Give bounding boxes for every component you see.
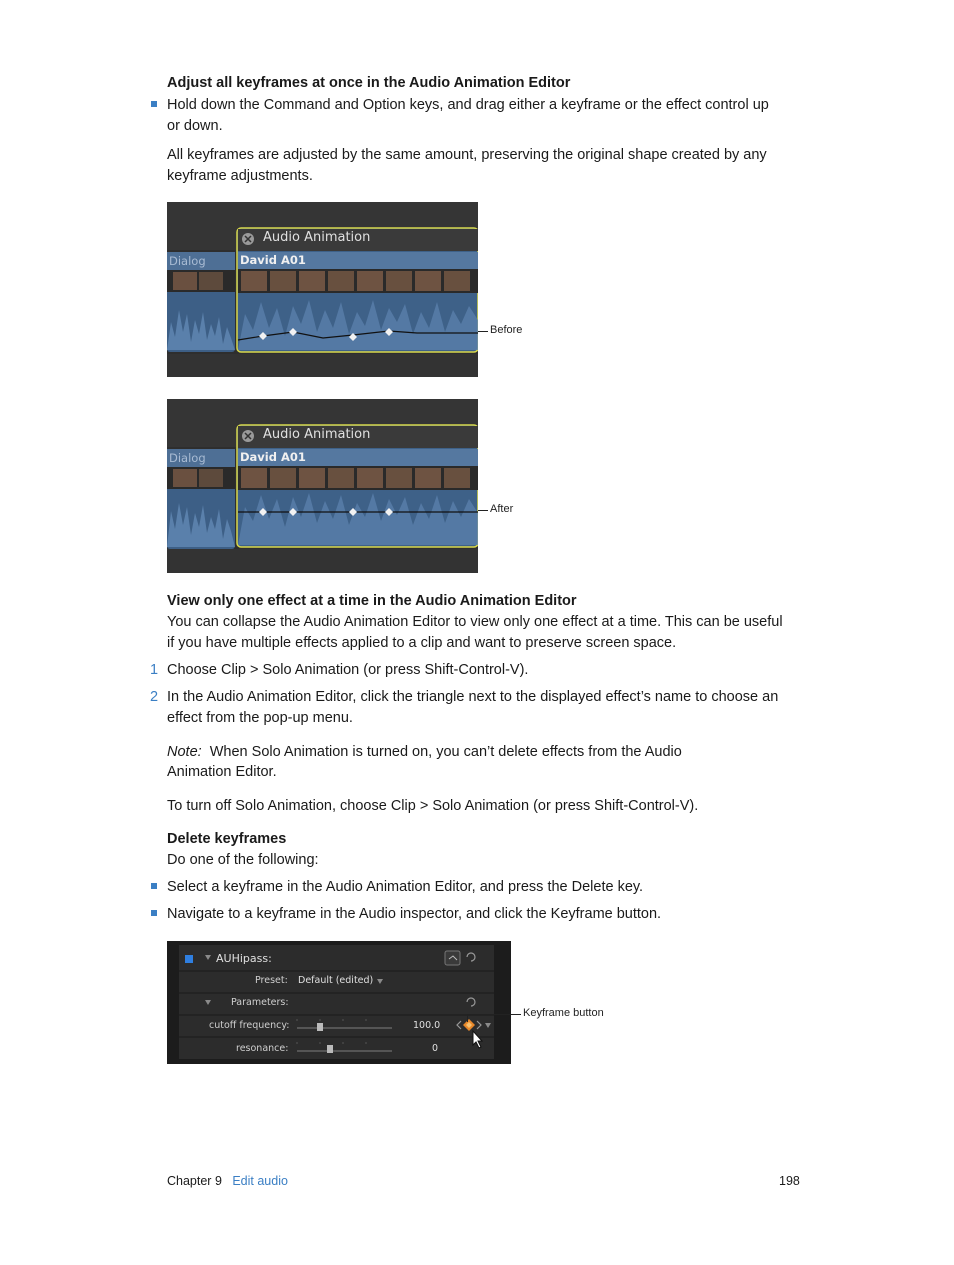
paragraph-turn-off-solo: To turn off Solo Animation, choose Clip > Solo Animation (or press Shift-Control-V). <box>167 798 699 814</box>
audio-animation-screenshot-before <box>167 202 478 377</box>
timeline-graphic <box>167 399 478 573</box>
paragraph-line: if you have multiple effects applied to a clip and want to preserve screen space. <box>167 635 677 651</box>
bullet-text: Select a keyframe in the Audio Animation Editor, and press the Delete key. <box>167 879 644 895</box>
effect-name-label: AUHipass: <box>216 952 272 965</box>
step-number: 2 <box>150 689 159 705</box>
clip-name-label: David A01 <box>240 450 306 464</box>
bullet-marker <box>151 101 157 107</box>
callout-line-keyframe <box>467 1014 521 1015</box>
section-heading-adjust-keyframes: Adjust all keyframes at once in the Audio Animation Editor <box>167 75 571 91</box>
paragraph-line: You can collapse the Audio Animation Editor to view only one effect at a time. This can be useful <box>167 614 783 630</box>
dialog-clip-label: Dialog <box>169 451 206 465</box>
chapter-number: Chapter 9 <box>167 1174 222 1188</box>
section-heading-delete-keyframes: Delete keyframes <box>167 831 287 847</box>
resonance-value[interactable]: 0 <box>432 1043 439 1054</box>
cutoff-frequency-value[interactable]: 100.0 <box>413 1020 441 1031</box>
section-heading-solo-animation: View only one effect at a time in the Audio Animation Editor <box>167 593 577 609</box>
paragraph-intro: Do one of the following: <box>167 852 319 868</box>
bullet-marker <box>151 883 157 889</box>
bullet-marker <box>151 910 157 916</box>
step-text: Choose Clip > Solo Animation (or press Shift-Control-V). <box>167 662 529 678</box>
paragraph-line: keyframe adjustments. <box>167 168 313 184</box>
callout-line-vertical <box>467 1014 468 1022</box>
preset-label: Preset: <box>255 975 288 986</box>
timeline-graphic <box>167 202 478 377</box>
audio-inspector-screenshot <box>167 941 511 1064</box>
cutoff-frequency-label: cutoff frequency: <box>209 1020 290 1031</box>
bullet-text-cont: or down. <box>167 118 223 134</box>
step-text-cont: effect from the pop-up menu. <box>167 710 353 726</box>
paragraph-line: All keyframes are adjusted by the same amount, preserving the original shape created by any <box>167 147 767 163</box>
footer-chapter <box>167 1174 288 1188</box>
callout-line-after <box>478 510 488 511</box>
page-number: 198 <box>779 1174 800 1188</box>
preset-popup[interactable]: Default (edited) <box>298 975 374 986</box>
bullet-text: Navigate to a keyframe in the Audio inspector, and click the Keyframe button. <box>167 906 662 922</box>
audio-animation-screenshot-after <box>167 399 478 573</box>
step-text: In the Audio Animation Editor, click the triangle next to the displayed effect’s name to choose an <box>167 689 779 705</box>
note-label: Note: <box>167 744 202 760</box>
callout-keyframe-button: Keyframe button <box>523 1007 604 1019</box>
note-text: When Solo Animation is turned on, you can’t delete effects from the Audio <box>209 744 682 760</box>
callout-after: After <box>490 503 514 515</box>
step-number: 1 <box>150 662 159 678</box>
audio-animation-header-label: Audio Animation <box>263 427 371 442</box>
audio-animation-header-label: Audio Animation <box>263 230 371 245</box>
resonance-label: resonance: <box>236 1043 289 1054</box>
note <box>167 742 682 763</box>
bullet-text: Hold down the Command and Option keys, and drag either a keyframe or the effect control up <box>167 97 769 113</box>
note-text-cont: Animation Editor. <box>167 764 277 780</box>
dialog-clip-label: Dialog <box>169 254 206 268</box>
callout-line-before <box>478 331 488 332</box>
callout-before: Before <box>490 324 523 336</box>
parameters-label: Parameters: <box>231 997 289 1008</box>
chapter-title-link[interactable]: Edit audio <box>232 1174 288 1188</box>
clip-name-label: David A01 <box>240 253 306 267</box>
